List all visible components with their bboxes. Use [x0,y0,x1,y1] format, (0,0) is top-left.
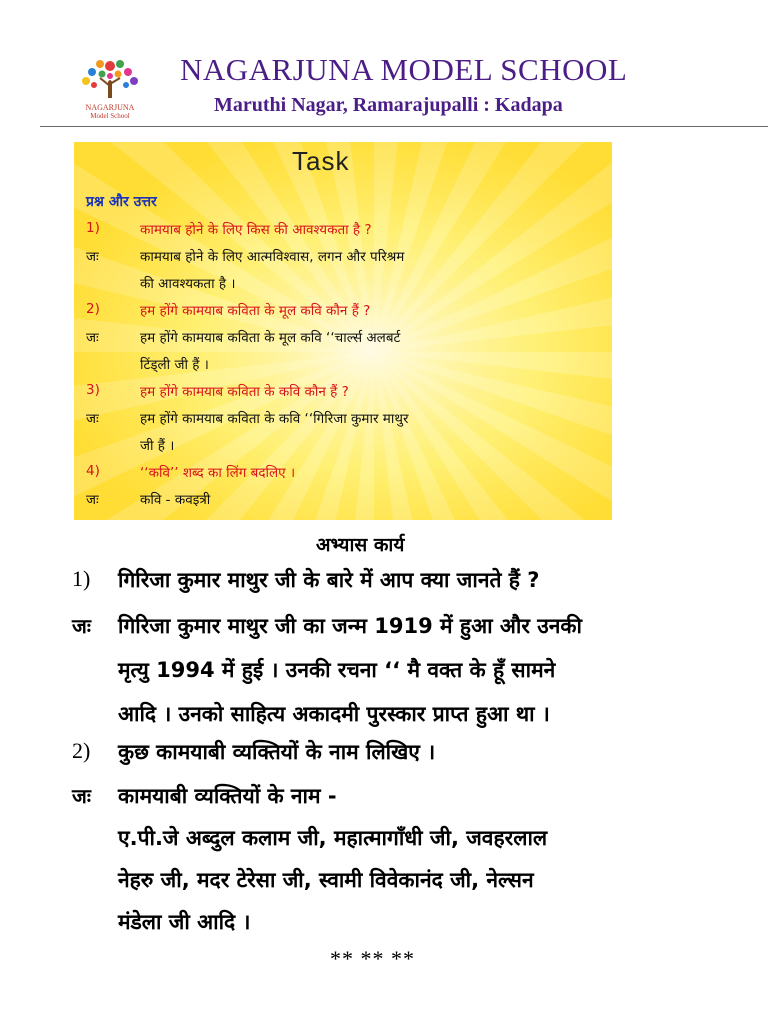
exercise-line [0,908,768,944]
task-line-number: 2) [86,301,100,317]
exercise-line-number: जः [72,784,91,808]
exercise-line [0,738,768,774]
exercise-title: अभ्यास कार्य [316,534,405,556]
exercise-line [0,700,768,736]
exercise-line-number: 2) [72,738,91,763]
task-subtitle: प्रश्न और उत्तर [86,194,157,210]
exercise-line [0,656,768,692]
school-name: NAGARJUNA MODEL SCHOOL [180,52,628,87]
exercise-line-text: मंडेला जी आदि । [118,910,251,934]
exercise-line [0,566,768,602]
exercise-line-text: कामयाबी व्यक्तियों के नाम - [118,784,337,808]
exercise-line [0,782,768,818]
task-line-text: टिंड्ली जी हैं । [140,357,209,373]
svg-text:Model School: Model School [90,112,130,120]
task-line-text: कामयाब होने के लिए आत्मविश्वास, लगन और परिश्रम [140,249,405,265]
task-line-text: कवि - कवइत्री [140,492,211,508]
exercise-line-number: 1) [72,566,91,591]
task-line-text: जी हैं । [140,438,175,454]
school-address: Maruthi Nagar, Ramarajupalli : Kadapa [214,94,563,116]
exercise-line-text: कुछ कामयाबी व्यक्तियों के नाम लिखिए । [118,740,436,764]
task-line-number: 3) [86,382,100,398]
exercise-line-text: मृत्यु 1994 में हुई । उनकी रचना ‘‘ मै वक्त के हूँ सामने [118,658,556,682]
exercise-line-number: जः [72,614,91,638]
exercise-line-text: गिरिजा कुमार माथुर जी का जन्म 1919 में हुआ और उनकी [118,614,582,638]
exercise-line-text: नेहरु जी, मदर टेरेसा जी, स्वामी विवेकानंद जी, नेल्सन [118,868,534,892]
svg-text:NAGARJUNA: NAGARJUNA [85,103,135,112]
exercise-line-text: ए.पी.जे अब्दुल कलाम जी, महात्मागाँधी जी, जवहरलाल [118,826,548,850]
task-line-text: कामयाब होने के लिए किस की आवश्यकता है ? [140,222,372,238]
exercise-line [0,866,768,902]
task-line-text: ‘‘कवि’’ शब्द का लिंग बदलिए । [140,465,296,481]
exercise-line [0,612,768,648]
task-line-text: हम होंगे कामयाब कविता के मूल कवि कौन हैं ? [140,303,371,319]
exercise-line-text: गिरिजा कुमार माथुर जी के बारे में आप क्या जानते हैं ? [118,568,540,592]
exercise-line [0,824,768,860]
task-line-text: हम होंगे कामयाब कविता के मूल कवि ‘‘चार्ल्स अलबर्ट [140,330,401,346]
task-title: Task [292,146,350,176]
task-line-text: हम होंगे कामयाब कविता के कवि ‘‘गिरिजा कुमार माथुर [140,411,409,427]
task-line-number: जः [86,330,99,346]
task-line-number: जः [86,411,99,427]
task-line-number: 4) [86,463,100,479]
task-line-text: हम होंगे कामयाब कविता के कवि कौन हैं ? [140,384,349,400]
task-line-text: की आवश्यकता है । [140,276,236,292]
end-mark: ** ** ** [330,946,415,971]
exercise-line-text: आदि । उनको साहित्य अकादमी पुरस्कार प्राप्त हुआ था । [118,702,550,726]
task-line-number: 1) [86,220,100,236]
task-line-number: जः [86,249,99,265]
task-line-number: जः [86,492,99,508]
